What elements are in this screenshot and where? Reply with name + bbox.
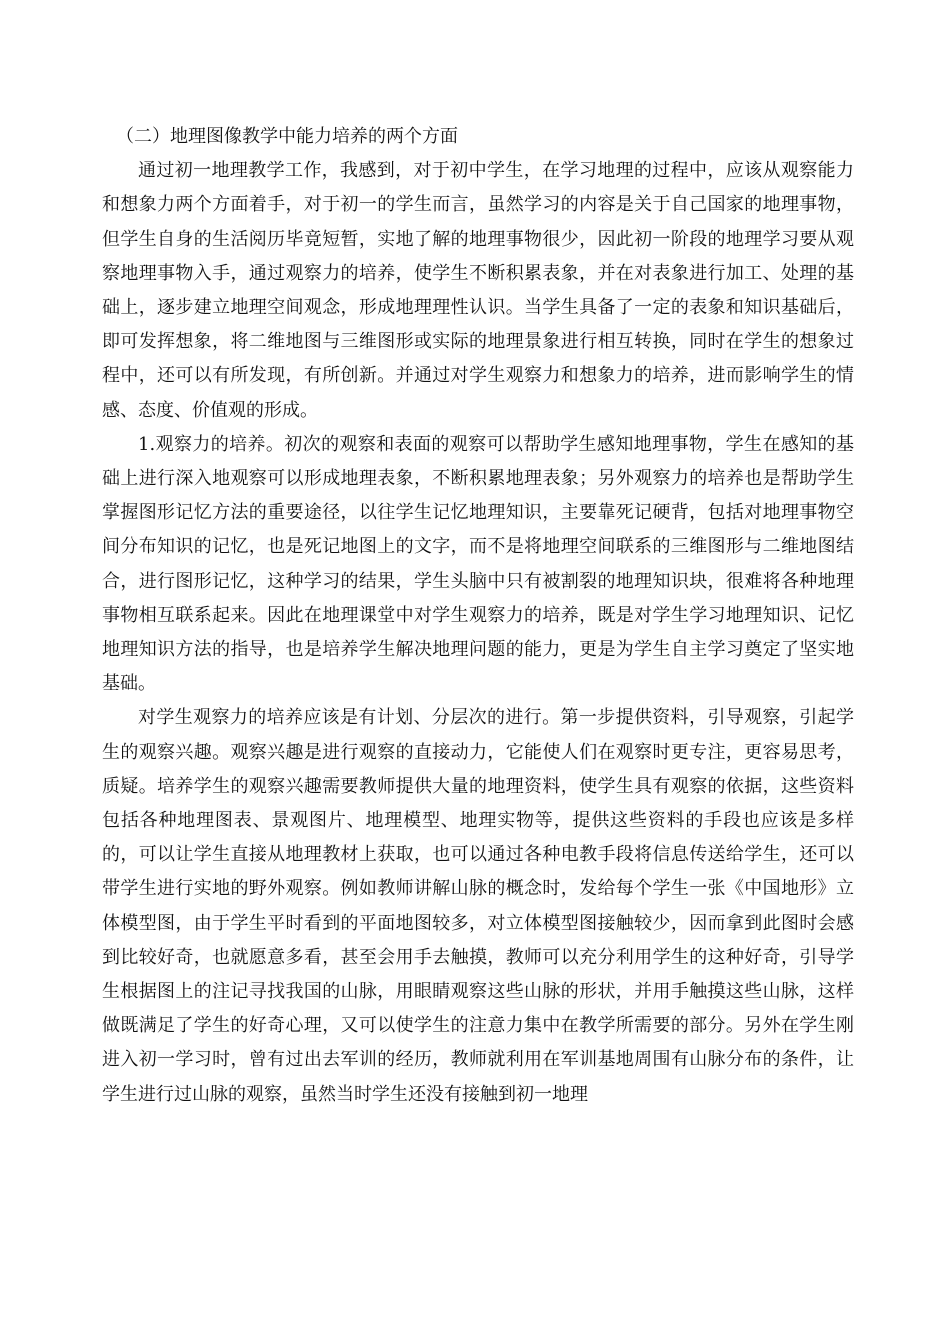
paragraph-observation-ability: 1.观察力的培养。初次的观察和表面的观察可以帮助学生感知地理事物，学生在感知的基础上进行深入地观察可以形成地理表象，不断积累地理表象；另外观察力的培养也是帮助学生掌握图形记忆方法的重要途径，以往学生记忆地理知识，主要靠死记硬背，包括对地理事物空间分布知识的记忆，也是死记地图上的文字，而不是将地理空间联系的三维图形与二维地图结合，进行图形记忆，这种学习的结果，学生头脑中只有被割裂的地理知识块，很难将各种地理事物相互联系起来。因此在地理课堂中对学生观察力的培养，既是对学生学习地理知识、记忆地理知识方法的指导，也是培养学生解决地理问题的能力，更是为学生自主学习奠定了坚实地基础。 (102, 433, 854, 695)
paragraph-observation-training: 对学生观察力的培养应该是有计划、分层次的进行。第一步提供资料，引导观察，引起学生的观察兴趣。观察兴趣是进行观察的直接动力，它能使人们在观察时更专注，更容易思考，质疑。培养学生的观察兴趣需要教师提供大量的地理资料，使学生具有观察的依据，这些资料包括各种地理图表、景观图片、地理模型、地理实物等，提供这些资料的手段也应该是多样的，可以让学生直接从地理教材上获取，也可以通过各种电教手段将信息传送给学生，还可以带学生进行实地的野外观察。例如教师讲解山脉的概念时，发给每个学生一张《中国地形》立体模型图，由于学生平时看到的平面地图较多，对立体模型图接触较少，因而拿到此图时会感到比较好奇，也就愿意多看，甚至会用手去触摸，教师可以充分利用学生的这种好奇，引导学生根据图上的注记寻找我国的山脉，用眼睛观察这些山脉的形状，并用手触摸这些山脉，这样做既满足了学生的好奇心理，又可以使学生的注意力集中在教学所需要的部分。另外在学生刚进入初一学习时，曾有过出去军训的经历，教师就利用在军训基地周围有山脉分布的条件，让学生进行过山脉的观察，虽然当时学生还没有接触到初一地理 (102, 707, 854, 1105)
section-heading: （二）地理图像教学中能力培养的两个方面 (116, 126, 458, 147)
paragraph-intro: 通过初一地理教学工作，我感到，对于初中学生，在学习地理的过程中，应该从观察能力和想象力两个方面着手，对于初一的学生而言，虽然学习的内容是关于自己国家的地理事物，但学生自身的生活阅历毕竟短暂，实地了解的地理事物很少，因此初一阶段的地理学习要从观察地理事物入手，通过观察力的培养，使学生不断积累表象，并在对表象进行加工、处理的基础上，逐步建立地理空间观念，形成地理理性认识。当学生具备了一定的表象和知识基础后，即可发挥想象，将二维地图与三维图形或实际的地理景象进行相互转换，同时在学生的想象过程中，还可以有所发现，有所创新。并通过对学生观察力和想象力的培养，进而影响学生的情感、态度、价值观的形成。 (102, 160, 854, 421)
document-body (102, 120, 854, 1112)
